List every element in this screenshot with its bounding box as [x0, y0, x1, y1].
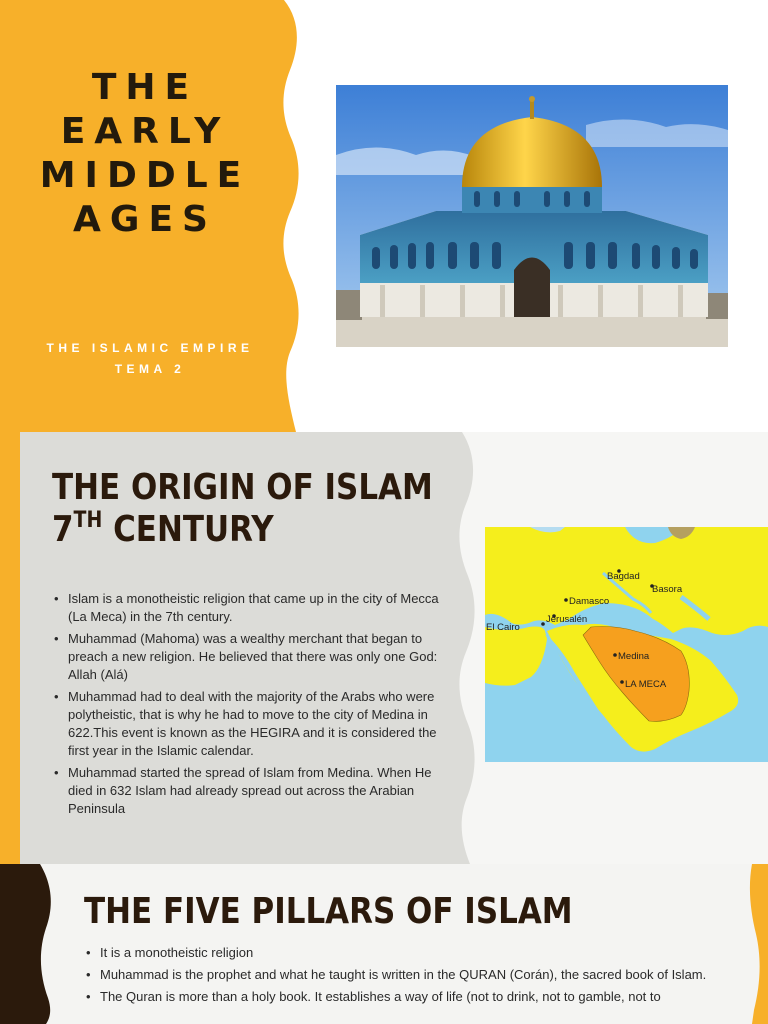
- slide-origin-of-islam: [0, 432, 768, 864]
- subtitle-line: TEMA 2: [114, 362, 186, 376]
- century-number: 7: [52, 509, 74, 550]
- list-item: • Islam is a monotheistic religion that came up in the city of Mecca (La Meca) in the 7th century.: [52, 590, 447, 626]
- title-line: THE: [91, 67, 199, 108]
- dome-of-the-rock-photo: [336, 85, 728, 347]
- slide-five-pillars: [0, 864, 768, 1024]
- list-item: • Muhammad had to deal with the majority of the Arabs who were polytheistic, that is why he had to move to the city of Medina in 622.This event is known as the HEGIRA and it is considered the first year in the Islamic calendar.: [52, 688, 447, 760]
- map-label-basora: Basora: [652, 584, 683, 595]
- heading-line: [52, 509, 433, 551]
- title-line: MIDDLE: [39, 155, 251, 196]
- title-line: AGES: [73, 199, 217, 240]
- arabian-peninsula-map: [485, 527, 768, 762]
- list-item: • The Quran is more than a holy book. It establishes a way of life (not to drink, not to gamble, not to: [84, 988, 724, 1006]
- century-suffix: TH: [73, 508, 103, 533]
- slide-title-text: [0, 66, 290, 242]
- map-label-el-cairo: El Cairo: [486, 622, 520, 633]
- map-label-jerusalen: Jerusalén: [546, 614, 588, 625]
- list-item: • Muhammad started the spread of Islam from Medina. When He died in 632 Islam had already spread out across the Arabian Peninsula: [52, 764, 447, 818]
- century-word: CENTURY: [102, 509, 274, 550]
- slide-subtitle: [0, 338, 300, 380]
- list-item: • Muhammad (Mahoma) was a wealthy merchant that began to preach a new religion. He believed that there was only one God: Allah (Alá): [52, 630, 447, 684]
- bullet-list: [52, 590, 447, 822]
- map-label-damasco: Damasco: [569, 596, 610, 607]
- subtitle-line: THE ISLAMIC EMPIRE: [46, 341, 254, 355]
- bullet-list: [84, 944, 724, 1010]
- map-label-la-meca: LA MECA: [625, 679, 667, 690]
- slide-heading: THE FIVE PILLARS OF ISLAM: [84, 891, 573, 932]
- title-line: EARLY: [60, 111, 230, 152]
- list-item: • It is a monotheistic religion: [84, 944, 724, 962]
- heading-line: THE ORIGIN OF ISLAM: [52, 467, 433, 508]
- slide-heading: [52, 467, 433, 551]
- map-label-medina: Medina: [618, 651, 650, 662]
- list-item: • Muhammad is the prophet and what he taught is written in the QURAN (Corán), the sacred book of Islam.: [84, 966, 724, 984]
- map-label-bagdad: Bagdad: [607, 571, 640, 582]
- slide-title: [0, 0, 768, 432]
